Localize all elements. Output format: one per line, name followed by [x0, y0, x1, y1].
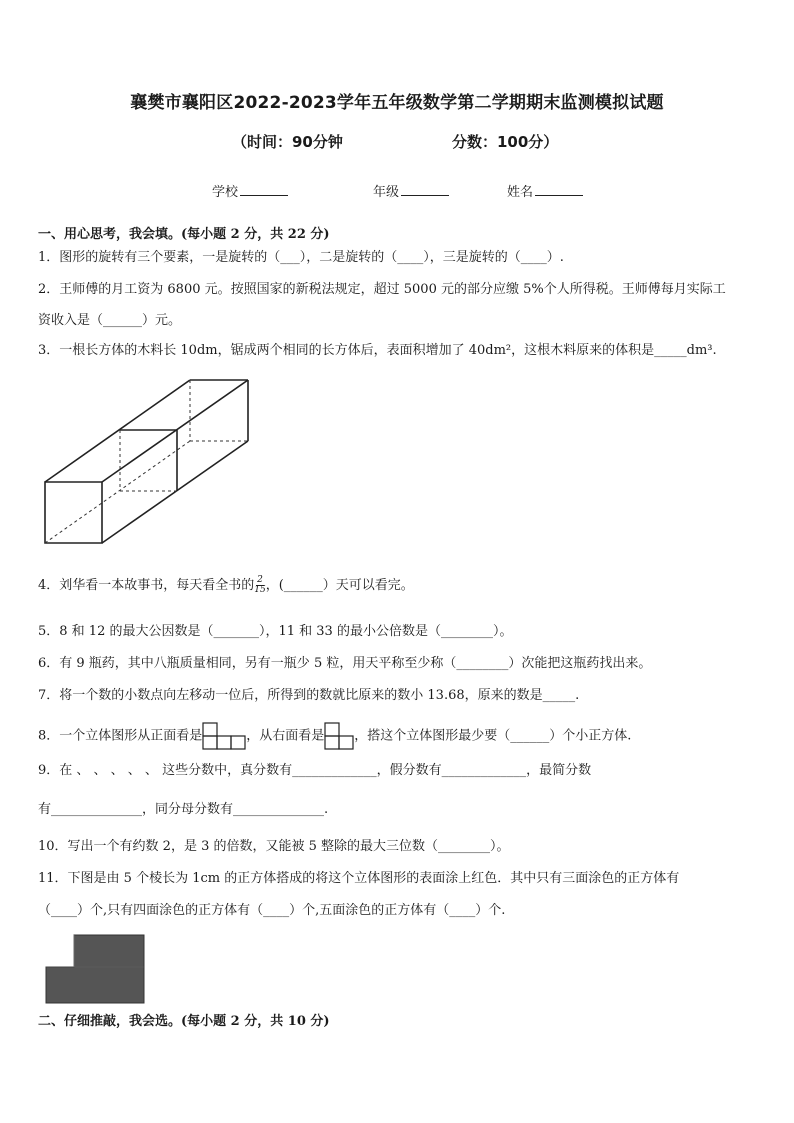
- question-8: 8．一个立体图形从正面看是 ，从右面看是 ，搭这个立体图形最少要（______）个小正方体.: [38, 722, 631, 750]
- right-view-figure: [324, 722, 354, 750]
- section-1-heading: 一、用心思考，我会填。(每小题 2 分，共 22 分): [38, 227, 330, 242]
- cube-stack-figure: [44, 933, 146, 1005]
- question-4: 4．刘华看一本故事书，每天看全书的 $\frac{2}{15}$ ，(______）天可以看完。: [38, 575, 414, 595]
- question-1: 1．图形的旋转有三个要素，一是旋转的（___），二是旋转的（____），三是旋转的（____）.: [38, 250, 564, 265]
- exam-time: （时间：90分钟: [232, 133, 343, 151]
- question-2-line-1: 2．王师傅的月工资为 6800 元。按照国家的新税法规定，超过 5000 元的部分应缴 5%个人所得税。王师傅每月实际工: [38, 282, 726, 297]
- grade-field: 年级: [373, 181, 449, 200]
- name-field: 姓名: [507, 181, 583, 200]
- question-5: 5．8 和 12 的最大公因数是（_______），11 和 33 的最小公倍数是（________）。: [38, 624, 513, 639]
- question-9-line-1: 9．在 、 、 、 、 、 这些分数中，真分数有_____________，假分数有_____________，最简分数: [38, 763, 592, 778]
- section-2-heading: 二、仔细推敲，我会选。(每小题 2 分，共 10 分): [38, 1014, 330, 1029]
- question-2-line-2: 资收入是（______）元。: [38, 313, 182, 328]
- school-field: 学校: [212, 181, 288, 200]
- front-view-figure: [202, 722, 246, 750]
- page-title: 襄樊市襄阳区2022-2023学年五年级数学第二学期期末监测模拟试题: [130, 93, 664, 113]
- cuboid-figure: [40, 375, 255, 547]
- question-10: 10．写出一个有约数 2，是 3 的倍数，又能被 5 整除的最大三位数（________）。: [38, 839, 510, 854]
- question-11-line-1: 11．下图是由 5 个棱长为 1cm 的正方体搭成的将这个立体图形的表面涂上红色．其中只有三面涂色的正方体有: [38, 871, 680, 886]
- question-3: 3．一根长方体的木料长 10dm，锯成两个相同的长方体后，表面积增加了 40dm²，这根木料原来的体积是_____dm³.: [38, 343, 717, 358]
- question-11-line-2: （____）个,只有四面涂色的正方体有（____）个,五面涂色的正方体有（____）个.: [38, 903, 506, 918]
- question-9-line-2: 有______________，同分母分数有______________.: [38, 802, 329, 817]
- fraction-2-15: $\frac{2}{15}$: [254, 575, 266, 595]
- exam-score: 分数：100分）: [452, 133, 559, 151]
- question-7: 7．将一个数的小数点向左移动一位后，所得到的数就比原来的数小 13.68，原来的数是_____.: [38, 688, 580, 703]
- question-6: 6．有 9 瓶药，其中八瓶质量相同，另有一瓶少 5 粒，用天平称至少称（________）次能把这瓶药找出来。: [38, 656, 652, 671]
